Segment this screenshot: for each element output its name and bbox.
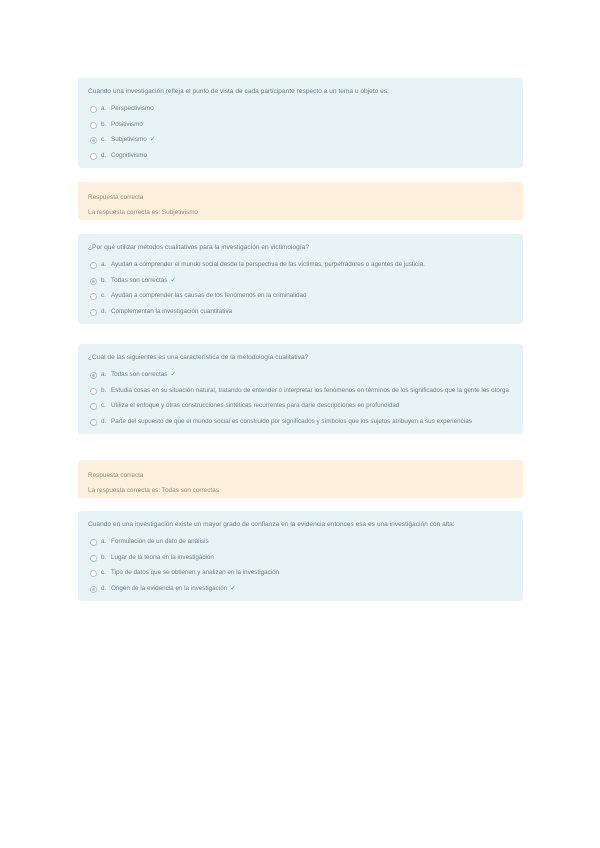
- answer-option[interactable]: [88, 292, 513, 300]
- question-card-3: [78, 344, 523, 434]
- option-text: Cognitivismo: [111, 151, 148, 159]
- question-text: Cuando una investigación refleja el punto de vista de cada participante respecto a un tema u objeto es:: [88, 88, 389, 95]
- radio-icon[interactable]: [90, 555, 97, 562]
- question-text: ¿Cuál de las siguientes es una característica de la metodología cualitativa?: [88, 354, 309, 361]
- check-icon: ✓: [149, 136, 156, 144]
- radio-icon[interactable]: [90, 539, 97, 546]
- answer-option[interactable]: [88, 277, 513, 285]
- radio-icon[interactable]: [90, 586, 97, 593]
- radio-icon[interactable]: [90, 372, 97, 379]
- option-letter: c.: [101, 136, 106, 144]
- feedback-title: Respuesta correcta: [88, 472, 144, 479]
- feedback-box-1: [78, 182, 523, 220]
- radio-icon[interactable]: [90, 570, 97, 577]
- option-text: Perspectivismo: [111, 105, 154, 112]
- check-icon: ✓: [170, 371, 177, 378]
- feedback-box-2: [78, 460, 523, 498]
- radio-icon[interactable]: [90, 278, 97, 285]
- option-letter: a.: [101, 261, 107, 268]
- answer-option[interactable]: [88, 152, 513, 160]
- question-text: ¿Por qué utilizar métodos cualitativos para la investigación en victimología?: [88, 244, 310, 251]
- answer-option[interactable]: [88, 402, 513, 410]
- option-text: Todas son correctas: [111, 371, 168, 378]
- check-icon: ✓: [230, 584, 237, 592]
- option-text: Subjetivismo: [111, 136, 147, 144]
- answer-option[interactable]: [88, 585, 513, 593]
- radio-icon[interactable]: [90, 106, 97, 113]
- option-letter: c.: [101, 569, 106, 577]
- radio-icon[interactable]: [90, 388, 97, 395]
- option-letter: c.: [101, 402, 106, 410]
- check-icon: ✓: [170, 276, 177, 284]
- option-text: Complementan la investigación cuantitativa: [111, 307, 233, 315]
- feedback-answer: La respuesta correcta es: Todas son correctas: [88, 487, 219, 494]
- answer-option[interactable]: [88, 308, 513, 316]
- option-letter: b.: [101, 553, 107, 561]
- answer-option[interactable]: [88, 569, 513, 577]
- answer-option[interactable]: [88, 121, 513, 129]
- feedback-title: Respuesta correcta: [88, 194, 144, 201]
- radio-icon[interactable]: [90, 293, 97, 300]
- option-letter: d.: [101, 417, 107, 425]
- option-letter: d.: [101, 151, 107, 159]
- option-text: Formulación de un dato de análisis: [111, 538, 209, 545]
- option-letter: b.: [101, 386, 107, 394]
- option-letter: d.: [101, 307, 107, 315]
- option-text: Ayudan a comprender el mundo social desde la perspectiva de las víctimas, perpetradores o agentes de justicia.: [111, 261, 425, 268]
- option-letter: c.: [101, 292, 106, 300]
- question-card-1: [78, 78, 523, 168]
- answer-option[interactable]: [88, 387, 513, 395]
- option-letter: a.: [101, 105, 107, 112]
- option-text: Estudia cosas en su situación natural, tratando de entender o interpretar los fenómenos en términos de los significados que la gente les otorga: [111, 386, 509, 394]
- radio-icon[interactable]: [90, 419, 97, 426]
- option-text: Utiliza el enfoque y otras construcciones sintéticas recurrentes para darle descripciones en profundidad: [111, 402, 400, 410]
- option-text: Todas son correctas: [111, 276, 168, 284]
- answer-option[interactable]: [88, 105, 513, 113]
- option-letter: a.: [101, 538, 107, 545]
- option-text: Lugar de la teoría en la investigación: [111, 553, 214, 561]
- option-letter: b.: [101, 120, 107, 128]
- answer-option[interactable]: [88, 136, 513, 144]
- feedback-answer: La respuesta correcta es: Subjetivismo: [88, 209, 199, 216]
- option-text: Origen de la evidencia en la investigación: [111, 584, 228, 592]
- answer-option[interactable]: [88, 261, 513, 269]
- option-letter: a.: [101, 371, 107, 378]
- question-card-4: [78, 511, 523, 601]
- option-letter: b.: [101, 276, 107, 284]
- answer-option[interactable]: [88, 554, 513, 562]
- option-text: Ayudan a comprender las causas de los fenómenos en la criminalidad: [111, 292, 307, 300]
- option-text: Tipo de datos que se obtienen y analizan en la investigación: [111, 569, 280, 577]
- radio-icon[interactable]: [90, 262, 97, 269]
- answer-option[interactable]: [88, 538, 513, 546]
- radio-icon[interactable]: [90, 403, 97, 410]
- answer-option[interactable]: [88, 418, 513, 426]
- option-text: Positivismo: [111, 120, 143, 128]
- option-letter: d.: [101, 584, 107, 592]
- radio-icon[interactable]: [90, 122, 97, 129]
- option-text: Parte del supuesto de que el mundo social es construido por significados y símbolos que los sujetos atribuyen a sus experiencias: [111, 417, 472, 425]
- radio-icon[interactable]: [90, 137, 97, 144]
- radio-icon[interactable]: [90, 153, 97, 160]
- question-card-2: [78, 234, 523, 324]
- answer-option[interactable]: [88, 371, 513, 379]
- question-text: Cuando en una investigación existe un mayor grado de confianza en la evidencia entonces esa es una investigación con alta:: [88, 521, 455, 528]
- radio-icon[interactable]: [90, 309, 97, 316]
